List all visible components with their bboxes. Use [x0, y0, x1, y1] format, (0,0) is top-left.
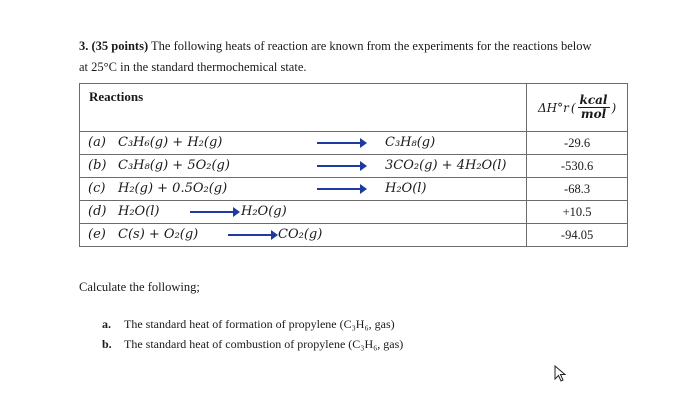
list-item	[102, 314, 403, 334]
table-row	[80, 201, 628, 224]
problem-intro-line1: The following heats of reaction are known from the experiments for the reactions below	[151, 39, 592, 53]
reaction-reactants: C₃H₈(g) + 5O₂(g)	[118, 158, 230, 173]
reaction-arrow-icon	[317, 142, 365, 144]
enthalpy-header: ΔH°r ( $\frac{\text{kcal}}{\text{mol}}$ )	[527, 84, 628, 132]
question-list	[102, 314, 403, 354]
reaction-arrow-icon	[317, 165, 365, 167]
reaction-products: C₃H₈(g)	[385, 135, 436, 150]
reaction-products: H₂O(l)	[385, 181, 427, 196]
enthalpy-value: -68.3	[527, 178, 628, 201]
reaction-arrow-icon	[317, 188, 365, 190]
reactions-table	[79, 83, 628, 247]
reaction-arrow-icon	[190, 211, 238, 213]
item-text: The standard heat of formation of propylene (C₃H₆, gas)	[124, 317, 395, 331]
problem-statement	[79, 36, 639, 78]
table-row	[80, 132, 628, 155]
problem-intro-line2: at 25°C in the standard thermochemical state.	[79, 60, 307, 74]
enthalpy-value: -94.05	[527, 224, 628, 247]
mouse-cursor-icon	[554, 365, 568, 383]
reaction-reactants: C₃H₆(g) + H₂(g)	[118, 135, 223, 150]
item-text: The standard heat of combustion of propylene (C₃H₆, gas)	[124, 337, 404, 351]
item-letter: b.	[102, 337, 112, 351]
reaction-reactants: H₂(g) + 0.5O₂(g)	[118, 181, 228, 196]
enthalpy-value: -29.6	[527, 132, 628, 155]
enthalpy-value: +10.5	[527, 201, 628, 224]
problem-number: 3. (35 points)	[79, 39, 149, 53]
table-row	[80, 178, 628, 201]
reaction-label: (b)	[88, 158, 107, 173]
enthalpy-symbol: ΔH°r	[537, 100, 569, 115]
list-item	[102, 334, 403, 354]
reaction-products: H₂O(g)	[241, 204, 287, 219]
reactions-header: Reactions	[80, 84, 527, 132]
reaction-arrow-icon	[228, 234, 276, 236]
calc-heading: Calculate the following;	[79, 280, 200, 294]
enthalpy-value: -530.6	[527, 155, 628, 178]
reaction-products: 3CO₂(g) + 4H₂O(l)	[385, 158, 507, 173]
item-letter: a.	[102, 317, 111, 331]
reaction-label: (d)	[88, 204, 107, 219]
table-row	[80, 224, 628, 247]
reaction-products: CO₂(g)	[278, 227, 323, 242]
table-row	[80, 155, 628, 178]
reaction-label: (a)	[88, 135, 106, 150]
reaction-label: (e)	[88, 227, 106, 242]
enthalpy-unit-num: kcal	[579, 93, 608, 107]
reaction-label: (c)	[88, 181, 106, 196]
reaction-reactants: C(s) + O₂(g)	[118, 227, 199, 242]
reaction-reactants: H₂O(l)	[118, 204, 160, 219]
enthalpy-unit-den: mol	[580, 107, 607, 121]
